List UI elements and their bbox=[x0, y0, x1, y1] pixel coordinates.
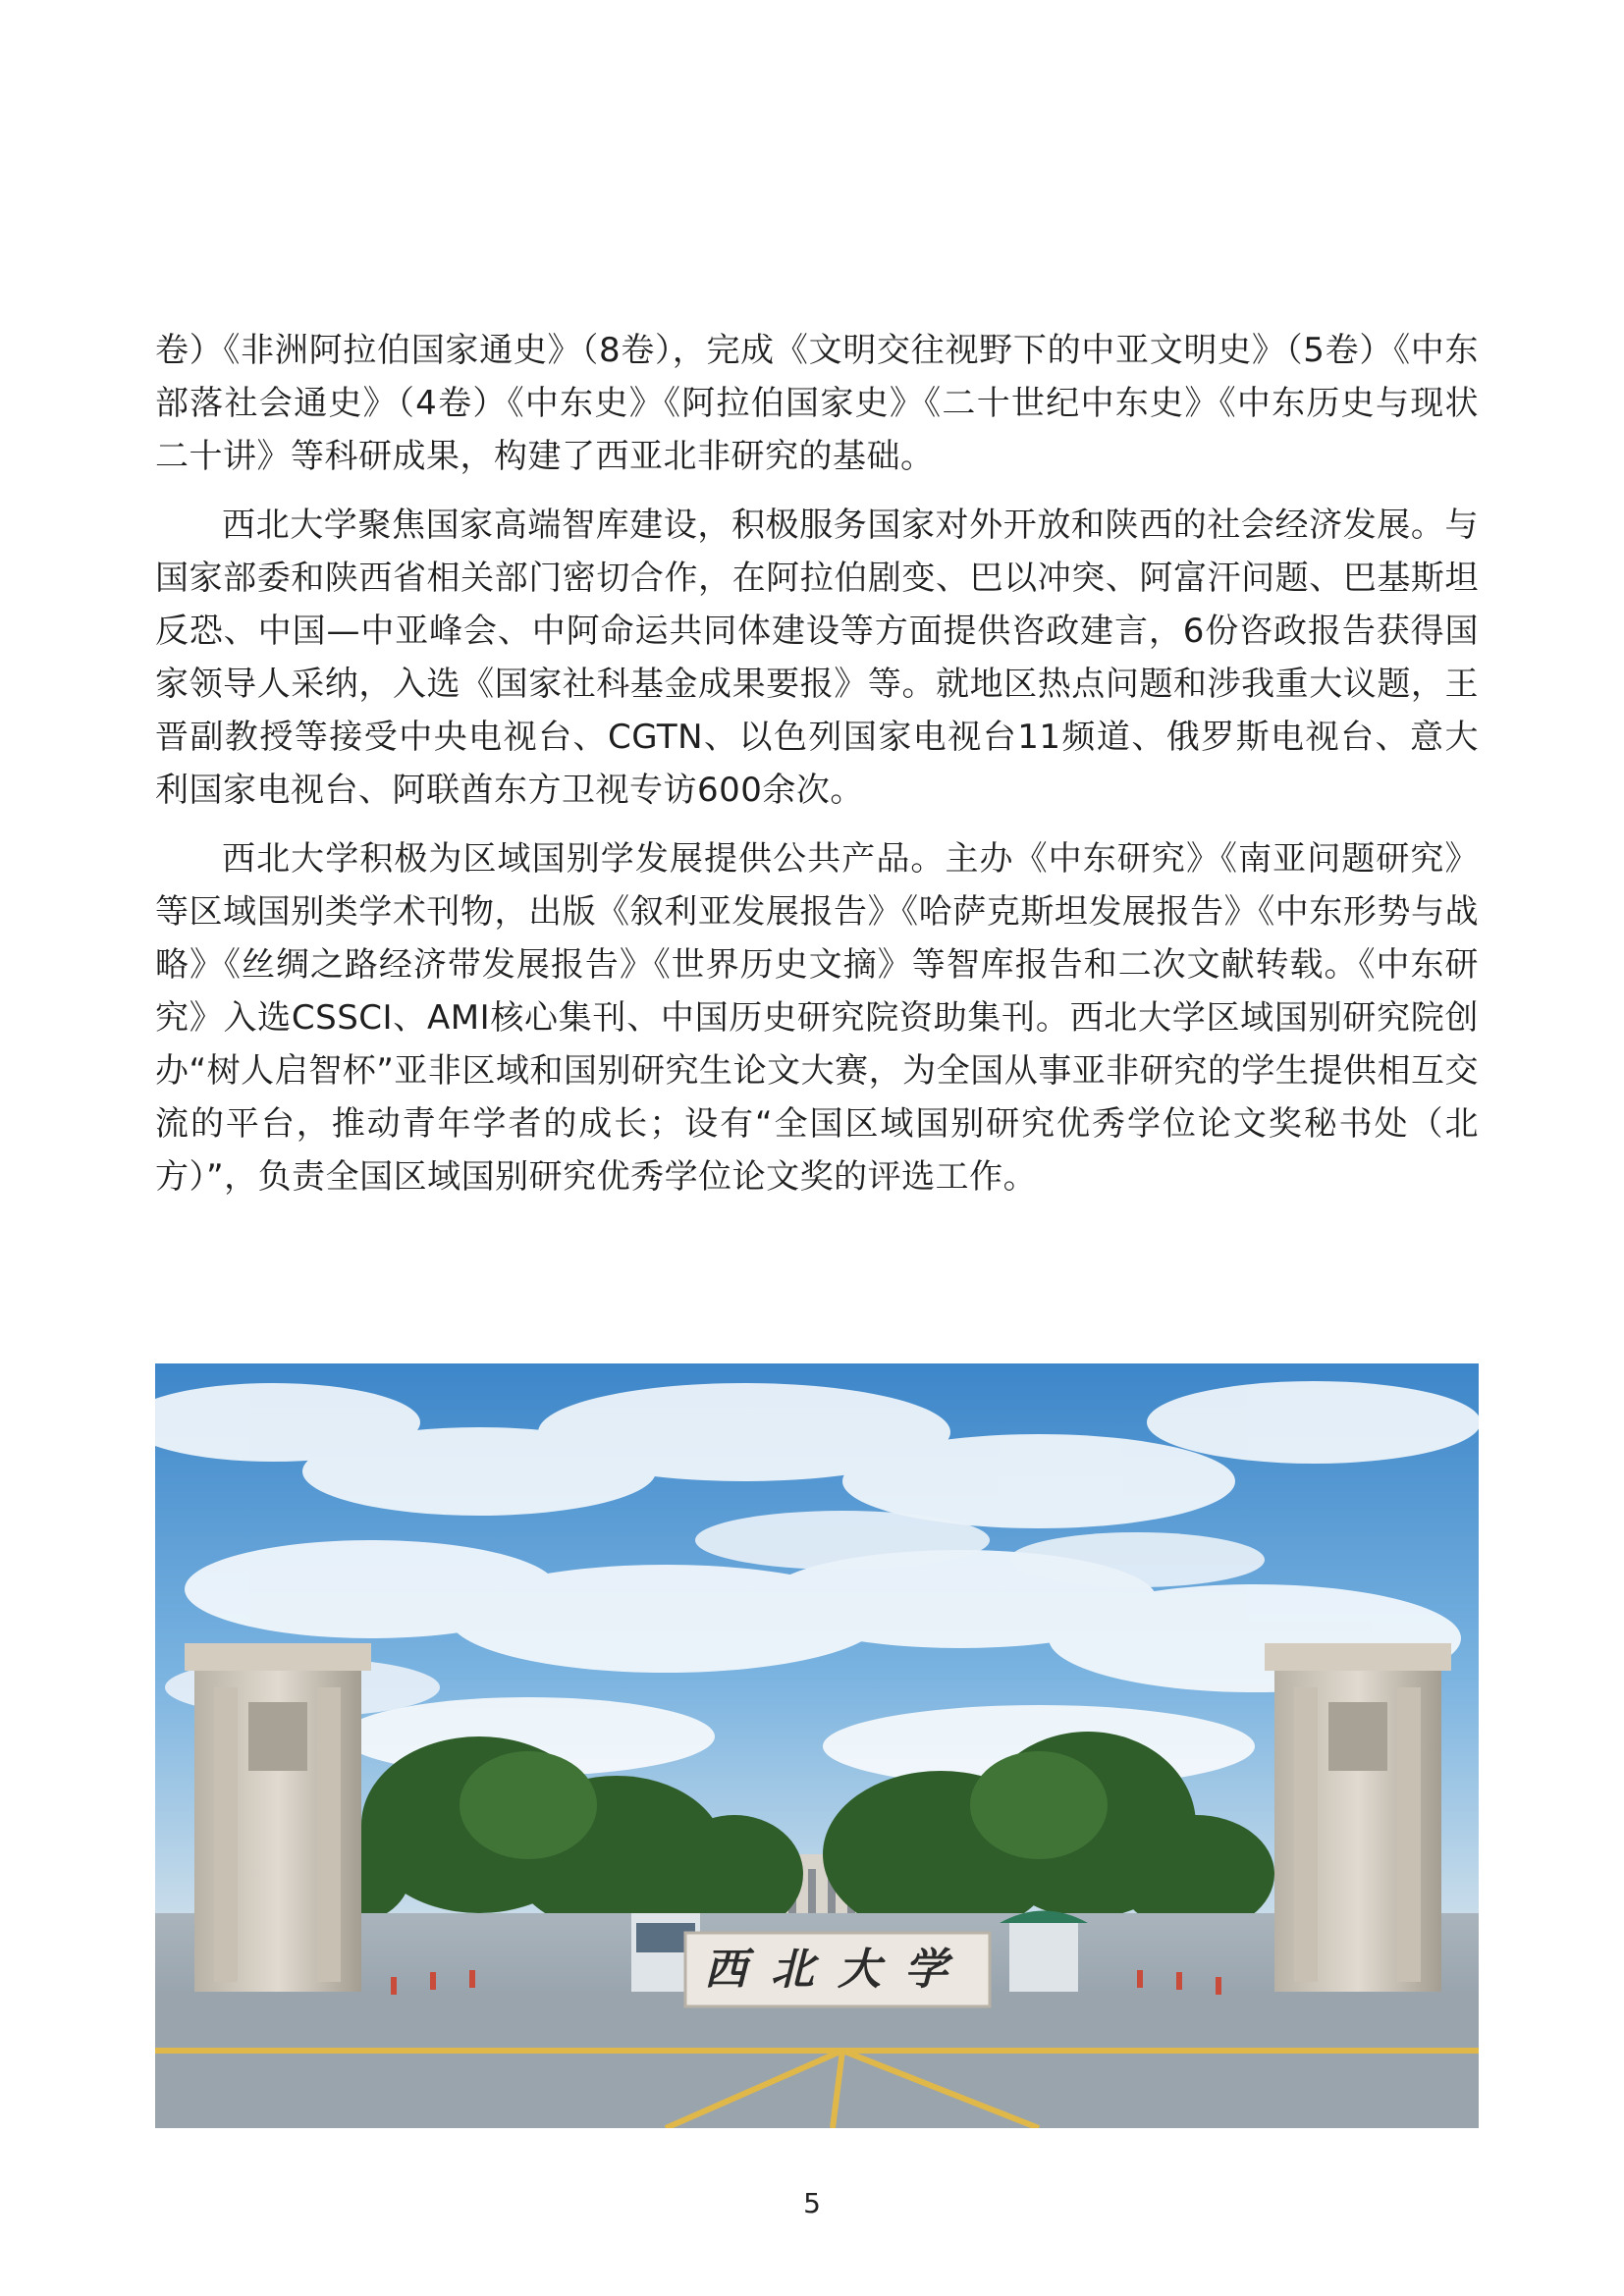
body-text bbox=[155, 324, 1479, 1203]
gate-sign: 西北大学 bbox=[704, 1945, 971, 1995]
paragraph-continued: 卷）《非洲阿拉伯国家通史》（8卷），完成《文明交往视野下的中亚文明史》（5卷）《中东部落社会通史》（4卷）《中东史》《阿拉伯国家史》《二十世纪中东史》《中东历史与现状二十讲》等科研成果，构建了西亚北非研究的基础。 bbox=[155, 331, 1479, 476]
page-number: 5 bbox=[803, 2187, 821, 2219]
campus-gate-photo bbox=[155, 1363, 1479, 2128]
paragraph-public-goods: 西北大学积极为区域国别学发展提供公共产品。主办《中东研究》《南亚问题研究》等区域国别类学术刊物，出版《叙利亚发展报告》《哈萨克斯坦发展报告》《中东形势与战略》《丝绸之路经济带发展报告》《世界历史文摘》等智库报告和二次文献转载。《中东研究》入选CSSCI、AMI核心集刊、中国历史研究院资助集刊。西北大学区域国别研究院创办“树人启智杯”亚非区域和国别研究生论文大赛，为全国从事亚非研究的学生提供相互交流的平台，推动青年学者的成长；设有“全国区域国别研究优秀学位论文奖秘书处（北方）”，负责全国区域国别研究优秀学位论文奖的评选工作。 bbox=[155, 839, 1479, 1197]
paragraph-think-tank: 西北大学聚焦国家高端智库建设，积极服务国家对外开放和陕西的社会经济发展。与国家部委和陕西省相关部门密切合作，在阿拉伯剧变、巴以冲突、阿富汗问题、巴基斯坦反恐、中国—中亚峰会、中阿命运共同体建设等方面提供咨政建言，6份咨政报告获得国家领导人采纳，入选《国家社科基金成果要报》等。就地区热点问题和涉我重大议题，王晋副教授等接受中央电视台、CGTN、以色列国家电视台11频道、俄罗斯电视台、意大利国家电视台、阿联酋东方卫视专访600余次。 bbox=[155, 506, 1479, 810]
right-gate-pillar bbox=[1265, 1643, 1451, 1992]
left-gate-pillar bbox=[185, 1643, 371, 1992]
